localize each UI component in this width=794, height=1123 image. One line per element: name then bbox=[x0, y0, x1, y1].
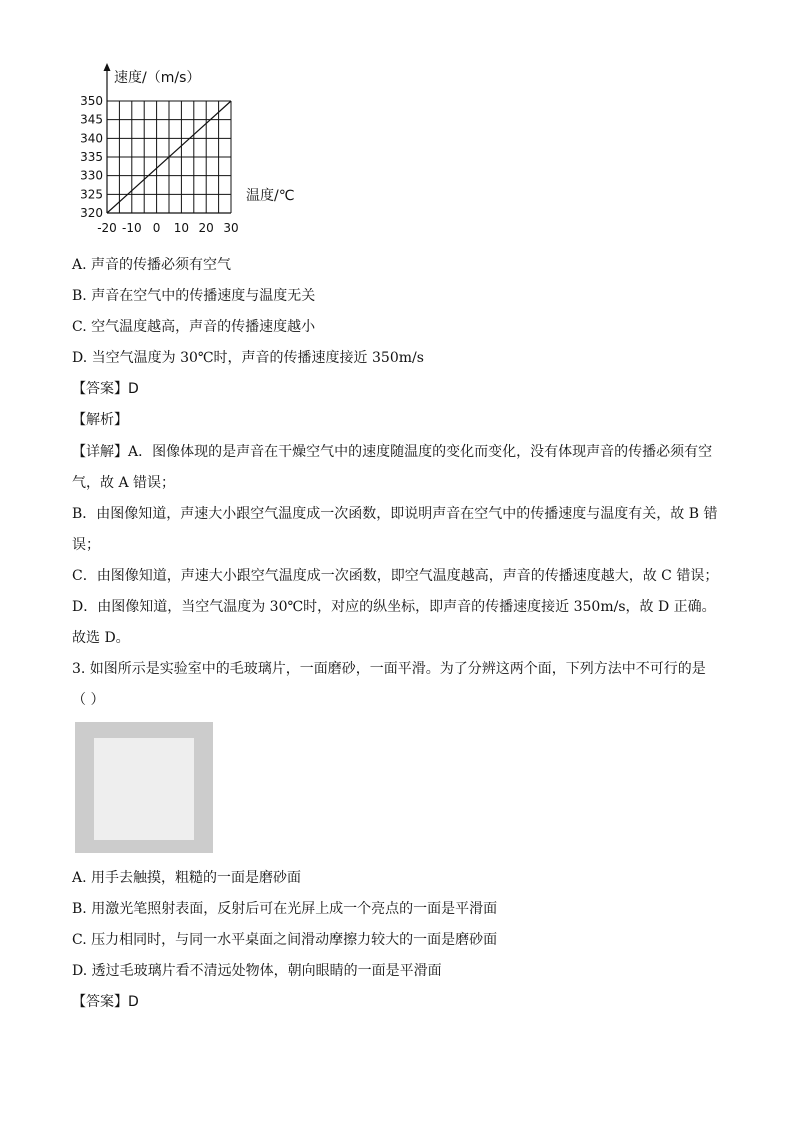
q2-detail-line-4: 误； bbox=[72, 537, 100, 553]
q2-option-d: D. 当空气温度为 30℃时，声音的传播速度接近 350m/s bbox=[72, 350, 424, 366]
y-tick-label: 335 bbox=[80, 150, 103, 164]
frosted-glass-image bbox=[75, 722, 213, 853]
q2-detail-line-5: C．由图像知道，声速大小跟空气温度成一次函数，即空气温度越高，声音的传播速度越大，故 C 错误； bbox=[72, 568, 719, 584]
q3-option-b: B. 用激光笔照射表面，反射后可在光屏上成一个亮点的一面是平滑面 bbox=[72, 901, 498, 917]
q3-stem-line-1: 3. 如图所示是实验室中的毛玻璃片，一面磨砂，一面平滑。为了分辨这两个面，下列方法中不可行的是 bbox=[72, 661, 706, 677]
x-tick-label: 20 bbox=[198, 221, 214, 235]
y-tick-label: 340 bbox=[80, 131, 103, 146]
x-tick-label: -10 bbox=[121, 221, 142, 235]
q3-option-a: A. 用手去触摸，粗糙的一面是磨砂面 bbox=[72, 870, 302, 886]
y-tick-label: 325 bbox=[80, 187, 103, 202]
x-tick-label: -20 bbox=[97, 221, 117, 235]
q2-detail-line-1: 【详解】A．图像体现的是声音在干燥空气中的速度随温度的变化而变化，没有体现声音的传播必须有空 bbox=[72, 444, 713, 460]
q2-detail-line-6: D．由图像知道，当空气温度为 30℃时，对应的纵坐标，即声音的传播速度接近 350m/s，故 D 正确。 bbox=[72, 599, 716, 615]
y-axis-label: 速度/（m/s） bbox=[114, 70, 201, 86]
q3-answer: 【答案】D bbox=[72, 994, 139, 1010]
x-tick-label: 30 bbox=[223, 221, 239, 235]
y-tick-label: 345 bbox=[80, 112, 103, 127]
q2-detail-line-2: 气，故 A 错误； bbox=[72, 475, 176, 491]
q2-option-a: A. 声音的传播必须有空气 bbox=[72, 257, 232, 273]
frosted-glass-inner-pane bbox=[94, 738, 194, 840]
y-tick-label: 330 bbox=[80, 168, 103, 183]
q2-detail-line-7: 故选 D。 bbox=[72, 630, 130, 646]
y-tick-label: 350 bbox=[80, 94, 103, 108]
q3-option-d: D. 透过毛玻璃片看不清远处物体，朝向眼睛的一面是平滑面 bbox=[72, 963, 442, 979]
x-tick-label: 0 bbox=[152, 221, 161, 235]
q2-option-c: C. 空气温度越高，声音的传播速度越小 bbox=[72, 319, 316, 335]
x-axis-label: 温度/℃ bbox=[246, 188, 295, 204]
q2-analysis-title: 【解析】 bbox=[72, 412, 128, 428]
q2-answer: 【答案】D bbox=[72, 381, 139, 397]
q3-option-c: C. 压力相同时，与同一水平桌面之间滑动摩擦力较大的一面是磨砂面 bbox=[72, 932, 498, 948]
x-tick-label: 10 bbox=[173, 221, 190, 235]
speed-temperature-chart bbox=[70, 58, 310, 238]
y-axis-arrow bbox=[104, 63, 111, 71]
q3-stem-line-2: （ ） bbox=[72, 692, 105, 708]
q2-option-b: B. 声音在空气中的传播速度与温度无关 bbox=[72, 288, 316, 304]
q2-detail-line-3: B．由图像知道，声速大小跟空气温度成一次函数，即说明声音在空气中的传播速度与温度有关，故 B 错 bbox=[72, 506, 718, 522]
y-tick-label: 320 bbox=[80, 206, 103, 220]
